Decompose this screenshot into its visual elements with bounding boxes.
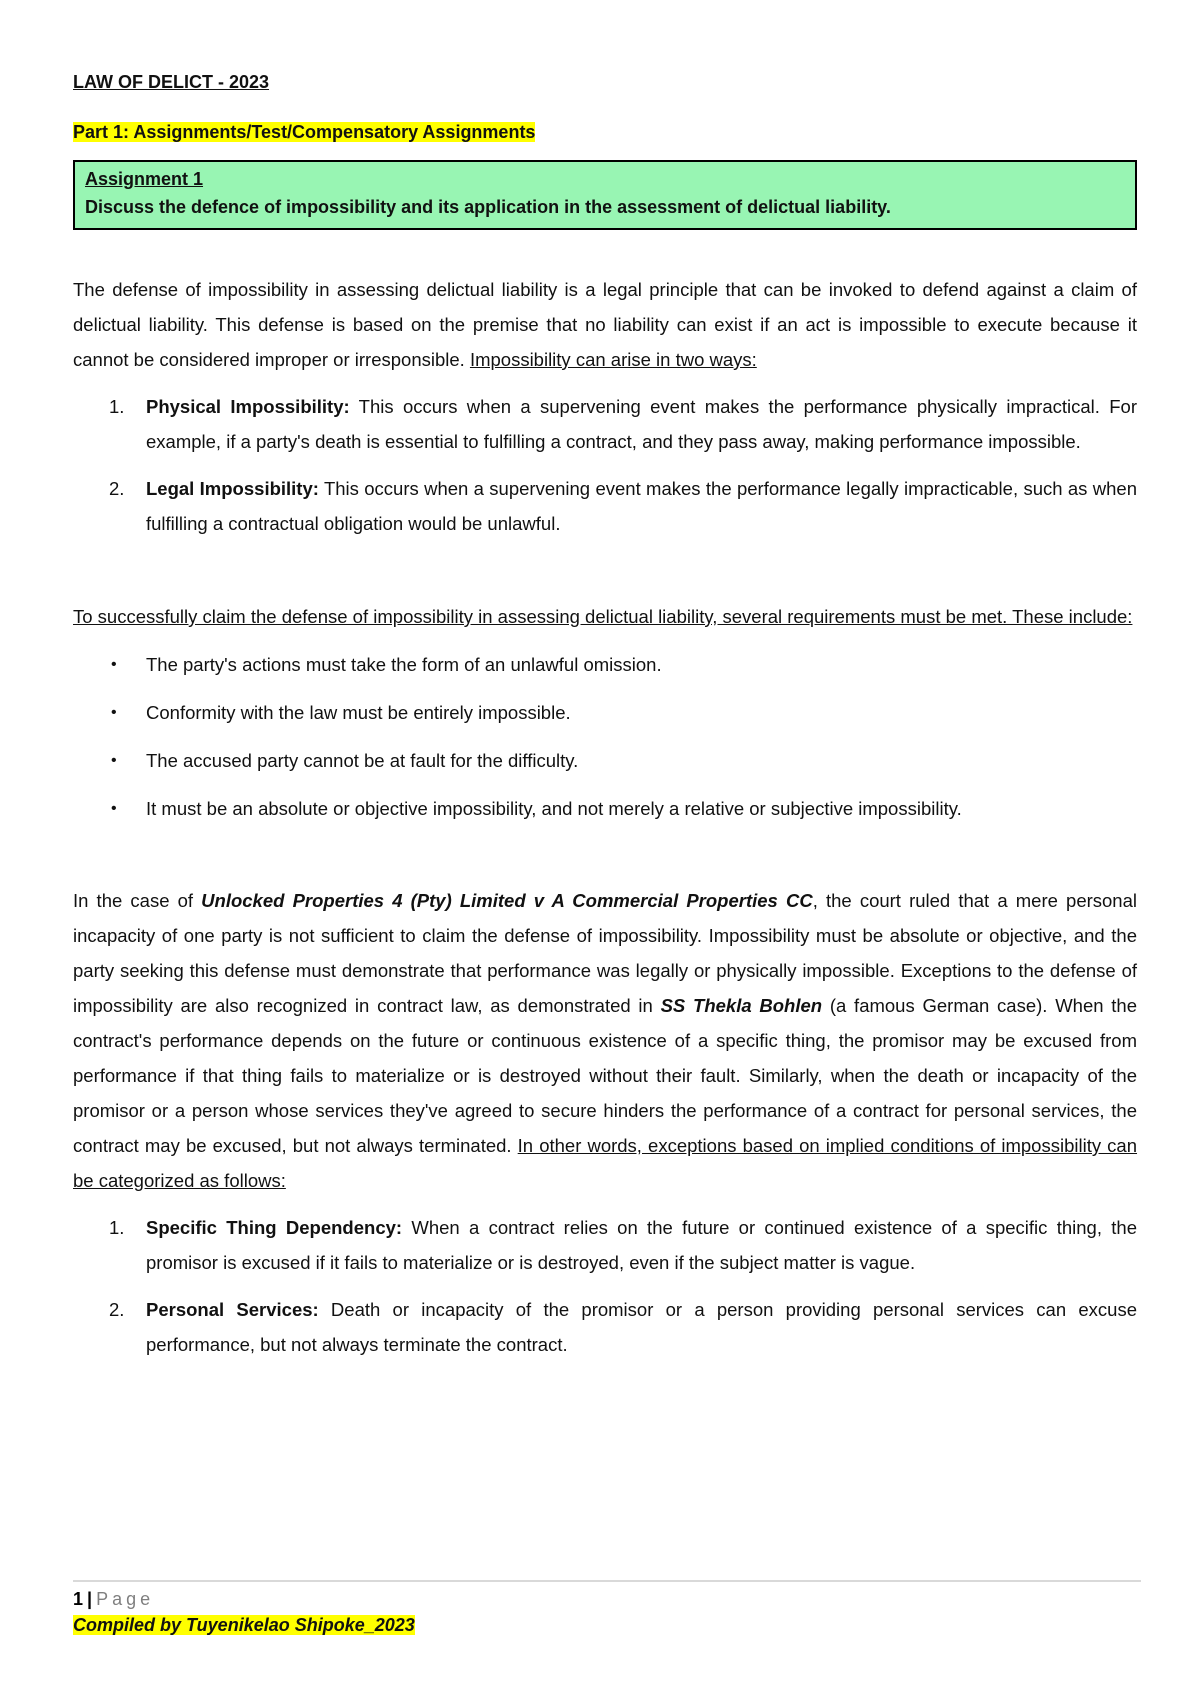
list-text: Death or incapacity of the promisor or a person providing personal services can excuse performance, but not always terminate the contract.: [146, 1299, 1137, 1355]
list-item: [73, 471, 1137, 541]
list-term: Personal Services:: [146, 1299, 319, 1320]
case-underlined: In other words, exceptions based on implied conditions of impossibility can be categorized as follows:: [73, 1135, 1138, 1191]
list-text: When a contract relies on the future or continued existence of a specific thing, the promisor is excused if it fails to materialize or is destroyed, even if the subject matter is vague.: [146, 1217, 1137, 1273]
list-number: 2.: [109, 478, 125, 499]
page-word: Page: [96, 1589, 155, 1609]
list-text: This occurs when a supervening event makes the performance legally impracticable, such as when fulfilling a contractual obligation would be unlawful.: [146, 478, 1137, 534]
page-separator: |: [87, 1589, 93, 1609]
assignment-question: Discuss the defence of impossibility and its application in the assessment of delictual liability.: [85, 197, 891, 217]
compiled-by: Compiled by Tuyenikelao Shipoke_2023: [73, 1615, 415, 1635]
list-text: It must be an absolute or objective impossibility, and not merely a relative or subjective impossibility.: [146, 798, 962, 819]
case-name-2: SS Thekla Bohlen: [660, 995, 823, 1016]
bullet-marker: •: [111, 800, 117, 817]
case-lead: In the case of: [73, 890, 202, 911]
bullet-marker: •: [111, 656, 117, 673]
part-heading-text: Part 1: Assignments/Test/Compensatory Assignments: [73, 122, 536, 142]
page-footer: [73, 1580, 1141, 1638]
intro-underlined: Impossibility can arise in two ways:: [469, 349, 757, 370]
case-text-2: (a famous German case). When the contract's performance depends on the future or continuous existence of a specific thing, the promisor may be excused from performance if that thing fails to materialize or is destroyed without their fault. Similarly, when the death or incapacity of the promisor or a person whose services they've agreed to secure hinders the performance of a contract for personal services, the contract may be excused, but not always terminated.: [73, 995, 1137, 1156]
bullet-marker: •: [111, 704, 117, 721]
exceptions-list: [73, 1210, 1137, 1362]
page-number: 1: [73, 1589, 84, 1609]
requirements-heading: To successfully claim the defense of impossibility in assessing delictual liability, several requirements must be met. These include:: [73, 606, 1133, 627]
list-text: This occurs when a supervening event makes the performance physically impractical. For example, if a party's death is essential to fulfilling a contract, and they pass away, making performance impossible.: [146, 396, 1137, 452]
part-heading: [73, 120, 1137, 144]
list-number: 1.: [109, 1217, 125, 1238]
document-title: LAW OF DELICT - 2023: [73, 72, 270, 92]
list-number: 2.: [109, 1299, 125, 1320]
impossibility-ways-list: [73, 389, 1137, 541]
list-text: Conformity with the law must be entirely impossible.: [146, 702, 571, 723]
list-item: [73, 743, 1137, 778]
case-text-1: , the court ruled that a mere personal incapacity of one party is not sufficient to claim the defense of impossibility. Impossibility must be absolute or objective, and the party seeking this defense must demonstrate that performance was legally or physically impossible. Exceptions to the defense of impossibility are also recognized in contract law, as demonstrated in: [73, 890, 1137, 1016]
list-term: Physical Impossibility:: [146, 396, 350, 417]
requirements-list: [73, 647, 1137, 826]
list-item: [73, 1210, 1137, 1280]
intro-text: The defense of impossibility in assessing delictual liability is a legal principle that can be invoked to defend against a claim of delictual liability. This defense is based on the premise that no liability can exist if an act is impossible to execute because it cannot be considered improper or irresponsible.: [73, 279, 1137, 370]
list-item: [73, 695, 1137, 730]
assignment-label: Assignment 1: [85, 169, 204, 189]
page-number-line: [73, 1586, 1141, 1612]
list-text: The accused party cannot be at fault for the difficulty.: [146, 750, 579, 771]
list-item: [73, 389, 1137, 459]
list-item: [73, 1292, 1137, 1362]
bullet-marker: •: [111, 752, 117, 769]
document-page: [73, 70, 1137, 1362]
compiled-by-line: [73, 1612, 1141, 1638]
list-item: [73, 791, 1137, 826]
list-number: 1.: [109, 396, 125, 417]
list-term: Specific Thing Dependency:: [146, 1217, 403, 1238]
list-text: The party's actions must take the form of an unlawful omission.: [146, 654, 662, 675]
assignment-box: [73, 160, 1137, 230]
case-name: Unlocked Properties 4 (Pty) Limited v A Commercial Properties CC: [201, 890, 813, 911]
list-term: Legal Impossibility:: [146, 478, 319, 499]
list-item: [73, 647, 1137, 682]
intro-paragraph: [73, 272, 1137, 377]
case-paragraph: [73, 883, 1137, 1198]
